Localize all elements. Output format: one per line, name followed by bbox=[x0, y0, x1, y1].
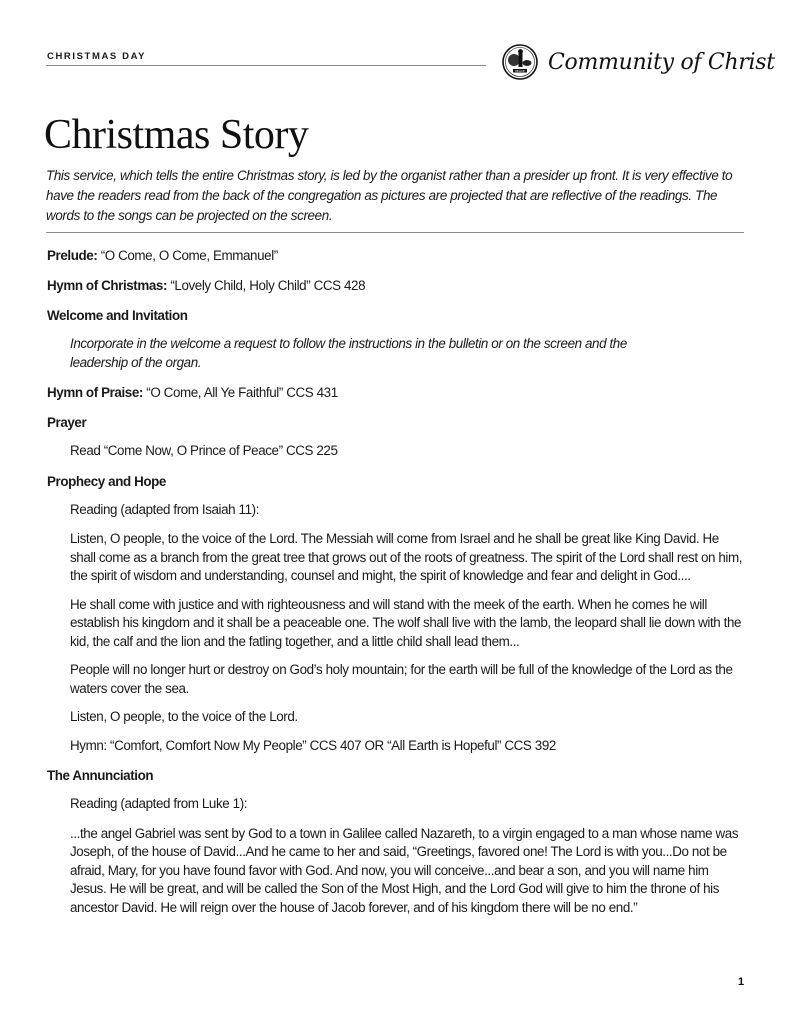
peace-seal-icon bbox=[502, 44, 538, 80]
welcome-note: Incorporate in the welcome a request to follow the instructions in the bulletin or on the screen and the leadership of the organ. bbox=[70, 336, 627, 370]
hymn-of-praise-item bbox=[47, 383, 747, 402]
prophecy-reading-label: Reading (adapted from Isaiah 11): bbox=[70, 501, 260, 517]
prophecy-paragraph: Listen, O people, to the voice of the Lord. bbox=[70, 709, 298, 724]
annunciation-paragraph: ...the angel Gabriel was sent by God to a town in Galilee called Nazareth, to a virgin engaged to a man whose name was Joseph, of the house of David...And he came to her and said, “Greetings, favored one! The Lord is with you...Do not be afraid, Mary, for you have found favor with God. And now, you will conceive...and bear a son, and you will name him Jesus. He will be great, and will be called the Son of the Most High, and the Lord God will give to him the throne of his ancestor David. He will reign over the house of Jacob forever, and of his kingdom there will be no end.” bbox=[70, 825, 739, 915]
hymn-of-christmas-label: Hymn of Christmas: bbox=[47, 278, 168, 293]
prayer-heading: Prayer bbox=[47, 415, 87, 430]
logo-wordmark: Community of Christ bbox=[548, 49, 775, 75]
prophecy-paragraph: He shall come with justice and with righteousness and will stand with the meek of the earth. When he comes he will establish his kingdom and it shall be a peaceable one. The wolf shall live with the lamb, the leopard shall lie down with the kid, the calf and the lion and the fatling together, and a little child shall lead them... bbox=[70, 596, 742, 649]
welcome-heading: Welcome and Invitation bbox=[47, 308, 188, 323]
prayer-text: Read “Come Now, O Prince of Peace” CCS 225 bbox=[70, 443, 338, 458]
hymn-of-praise-label: Hymn of Praise: bbox=[47, 385, 143, 400]
hymn-of-christmas-text: “Lovely Child, Holy Child” CCS 428 bbox=[170, 278, 366, 293]
intro-divider bbox=[46, 232, 744, 233]
hymn-of-christmas-item bbox=[47, 276, 747, 295]
prophecy-hymn: Hymn: “Comfort, Comfort Now My People” CCS 407 OR “All Earth is Hopeful” CCS 392 bbox=[70, 737, 556, 753]
prelude-label: Prelude: bbox=[47, 248, 98, 263]
prophecy-paragraph: Listen, O people, to the voice of the Lord. The Messiah will come from Israel and he shall be great like King David. He shall come as a branch from the great tree that grows out of the roots of greatness. The spirit of the Lord shall rest on him, the spirit of wisdom and understanding, counsel and might, the spirit of knowledge and fear and delight in God.... bbox=[70, 531, 743, 583]
section-label: CHRISTMAS DAY bbox=[47, 51, 147, 62]
page-title: Christmas Story bbox=[44, 112, 309, 158]
svg-text:PEACE: PEACE bbox=[515, 69, 525, 73]
page-number: 1 bbox=[738, 976, 745, 988]
prelude-item bbox=[47, 246, 747, 265]
order-of-service bbox=[47, 246, 747, 927]
community-of-christ-logo bbox=[502, 44, 775, 80]
intro-text: This service, which tells the entire Christmas story, is led by the organist rather than a presider up front. It is very effective to have the readers read from the back of the congregation as pictures are projected that are reflective of the readings. The words to the songs can be projected on the screen. bbox=[46, 168, 733, 223]
header-divider bbox=[46, 65, 486, 66]
prophecy-heading: Prophecy and Hope bbox=[47, 473, 166, 489]
annunciation-heading: The Annunciation bbox=[47, 768, 154, 783]
hymn-of-praise-text: “O Come, All Ye Faithful” CCS 431 bbox=[146, 385, 338, 400]
prophecy-paragraph: People will no longer hurt or destroy on God’s holy mountain; for the earth will be full of the knowledge of the Lord as the waters cover the sea. bbox=[70, 662, 733, 696]
prelude-text: “O Come, O Come, Emmanuel” bbox=[100, 248, 278, 263]
annunciation-reading-label: Reading (adapted from Luke 1): bbox=[70, 796, 248, 811]
